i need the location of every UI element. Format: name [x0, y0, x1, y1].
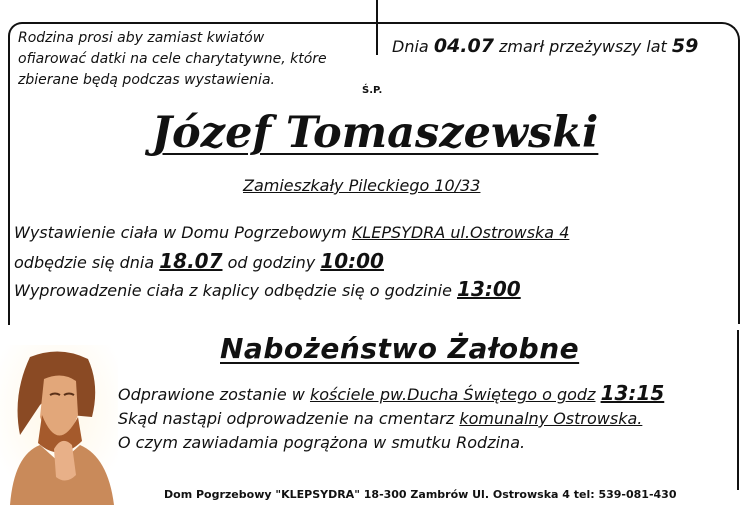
sp-abbreviation: Ś.P.: [362, 85, 383, 96]
address: Zamieszkały Pileckiego 10/33: [243, 176, 481, 195]
request-note-line-2: ofiarować datki na cele charytatywne, które: [18, 51, 327, 67]
church-place: kościele pw.Ducha Świętego o godz: [309, 385, 596, 404]
service-line-1: Odprawione zostanie w kościele pw.Ducha Świętego o godz 13:15: [118, 381, 665, 405]
viewing-line-2: odbędzie się dnia 18.07 od godziny 10:00: [14, 249, 384, 273]
viewing-date: 18.07: [159, 249, 223, 273]
viewing-line-1: Wystawienie ciała w Domu Pogrzebowym KLEPSYDRA ul.Ostrowska 4: [14, 223, 570, 242]
service-heading: Nabożeństwo Żałobne: [220, 332, 580, 365]
service-line-3: O czym zawiadamia pogrążona w smutku Rodzina.: [118, 433, 526, 452]
frame-border-bottom-right: [737, 330, 739, 490]
funeral-home-place: KLEPSYDRA ul.Ostrowska 4: [351, 223, 570, 242]
age: 59: [671, 35, 699, 57]
departure-time: 13:00: [457, 277, 521, 301]
viewing-line-3: Wyprowadzenie ciała z kaplicy odbędzie się o godzinie 13:00: [14, 277, 521, 301]
cemetery-place: komunalny Ostrowska.: [459, 409, 643, 428]
deceased-name: Józef Tomaszewski: [151, 108, 599, 158]
praying-jesus-image: [0, 345, 118, 505]
viewing-time: 10:00: [320, 249, 384, 273]
service-line-2: Skąd nastąpi odprowadzenie na cmentarz komunalny Ostrowska.: [118, 409, 643, 428]
footer-contact: Dom Pogrzebowy "KLEPSYDRA" 18-300 Zambrów Ul. Ostrowska 4 tel: 539-081-430: [164, 488, 677, 501]
request-note-line-1: Rodzina prosi aby zamiast kwiatów: [18, 30, 265, 46]
death-info: Dnia 04.07 zmarł przeżywszy lat 59: [392, 35, 699, 57]
request-note-line-3: zbierane będą podczas wystawienia.: [18, 72, 275, 88]
death-date: 04.07: [433, 35, 494, 57]
service-time: 13:15: [600, 381, 665, 405]
